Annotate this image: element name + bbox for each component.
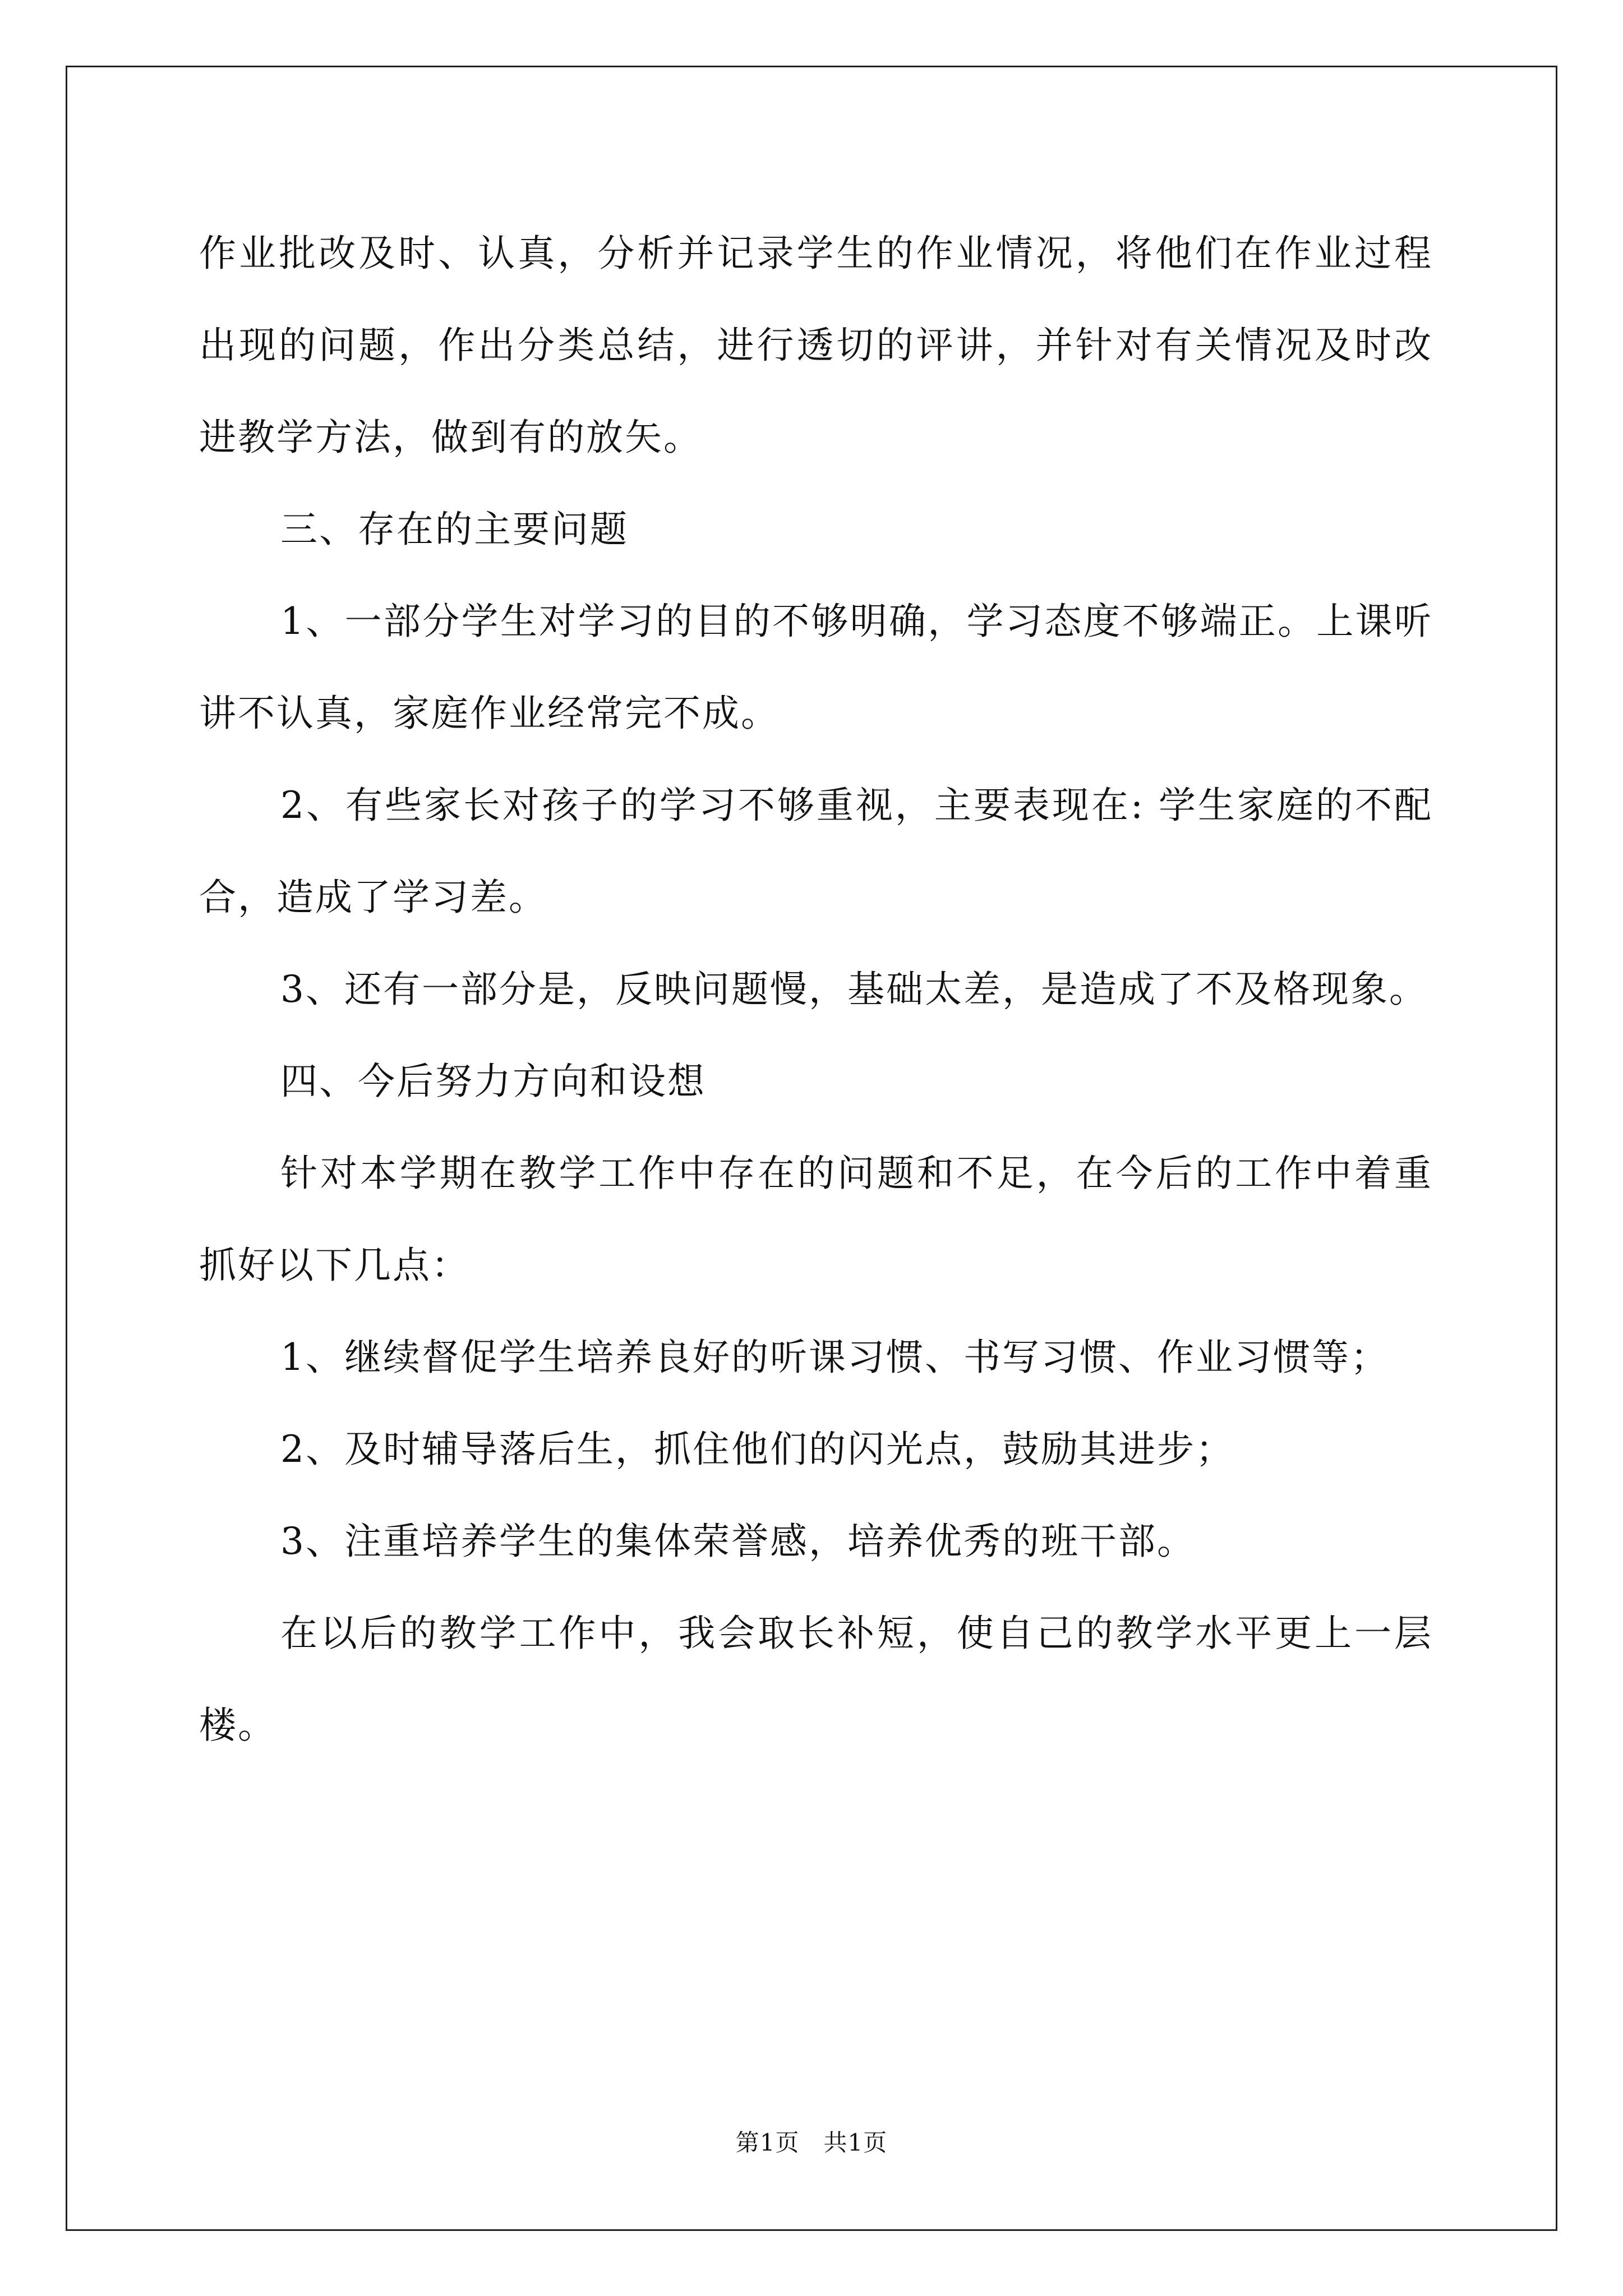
paragraph-problem-2: 2、有些家长对孩子的学习不够重视，主要表现在: 学生家庭的不配合，造成了学习差。: [199, 784, 1433, 919]
paragraph-plan-1: 1、继续督促学生培养良好的听课习惯、书写习惯、作业习惯等；: [280, 1336, 1389, 1379]
page-number-footer: 第1页 共1页: [735, 2129, 888, 2156]
paragraph-homework-correction: 作业批改及时、认真，分析并记录学生的作业情况，将他们在作业过程出现的问题，作出分类总结，进行透切的评讲，并针对有关情况及时改进教学方法，做到有的放矢。: [199, 232, 1433, 459]
paragraph-problem-3: 3、还有一部分是，反映问题慢，基础太差，是造成了不及格现象。: [280, 968, 1428, 1011]
paragraph-future-intro: 针对本学期在教学工作中存在的问题和不足，在今后的工作中着重抓好以下几点：: [199, 1152, 1433, 1287]
paragraph-conclusion: 在以后的教学工作中，我会取长补短，使自己的教学水平更上一层楼。: [199, 1612, 1433, 1747]
paragraph-plan-2: 2、及时辅导落后生，抓住他们的闪光点，鼓励其进步；: [280, 1428, 1234, 1471]
document-body: [199, 208, 1433, 1772]
section-heading-main-problems: 三、存在的主要问题: [280, 508, 629, 551]
paragraph-plan-3: 3、注重培养学生的集体荣誉感，培养优秀的班干部。: [280, 1520, 1196, 1563]
section-heading-future-direction: 四、今后努力方向和设想: [280, 1060, 706, 1103]
paragraph-problem-1: 1、一部分学生对学习的目的不够明确，学习态度不够端正。上课听讲不认真，家庭作业经常完不成。: [199, 600, 1433, 735]
